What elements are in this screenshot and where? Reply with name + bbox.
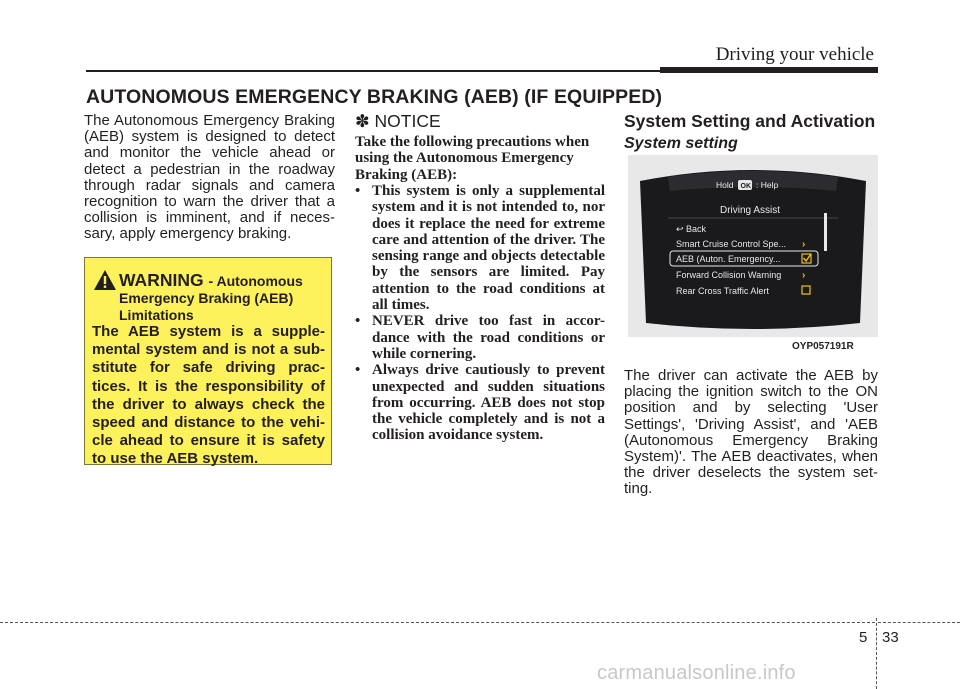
notice-heading: ✽ NOTICE (355, 111, 441, 131)
menu-item-label: Smart Cruise Control Spe... (676, 239, 787, 249)
menu-item-label: Forward Collision Warning (676, 270, 782, 280)
chevron-right-icon: › (802, 270, 806, 281)
warning-subtitle-first: - Autonomous (208, 273, 303, 289)
chapter-number: 5 (859, 629, 868, 646)
activation-paragraph: The driver can activate the AEB by placing the ignition switch to the ON position and by selecting 'User Settings', 'Driving Assist', and 'AEB (Autonomous Emergency Braking System)'. The AEB deactivates, when the driver deselects the system set-ting. (624, 367, 878, 498)
menu-title: Driving Assist (720, 205, 781, 216)
menu-item-label: AEB (Auton. Emergency... (676, 254, 781, 264)
intro-paragraph: The Autonomous Emergency Braking (AEB) system is designed to detect and monitor the vehicle ahead or detect a pedestrian in the roadway through radar signals and camera recognition to warn the driver that a collision is imminent, and if neces-sary, apply emergency braking. (84, 112, 335, 243)
menu-scrollbar (824, 213, 827, 251)
cluster-display (628, 155, 878, 337)
figure-caption: OYP057191R (792, 341, 854, 352)
help-text: : Help (756, 180, 779, 190)
system-setting-heading: System Setting and Activation (624, 111, 876, 131)
notice-item-text: Always drive cautiously to prevent unexpected and sudden situations from occurring. AEB does not stop the vehicle completely and is not a collision avoidance system. (372, 362, 605, 444)
bullet-icon: • (355, 362, 361, 379)
warning-title (119, 270, 303, 291)
footer-page-divider (876, 618, 877, 689)
ok-key-label: OK (740, 183, 751, 190)
footer-dashed-rule (0, 622, 875, 623)
header-rule (86, 70, 660, 72)
notice-intro: Take the following precautions when using the Autonomous Emergency Braking (AEB): (355, 134, 590, 183)
hold-text: Hold (716, 180, 734, 190)
cluster-screen (640, 170, 866, 329)
warning-triangle-icon (93, 269, 117, 291)
menu-item-label: Rear Cross Traffic Alert (676, 286, 769, 296)
bullet-icon: • (355, 183, 361, 199)
header-bar (660, 67, 878, 73)
notice-item (355, 183, 605, 313)
cluster-display-figure (628, 155, 878, 337)
warning-body: The AEB system is a supple-mental system and is not a sub-stitute for safe driving prac-tices. It is the responsibility of the driver to always check the speed and distance to the vehi-cle ahead to ensure it is safety to use the AEB system. (92, 323, 325, 468)
footer-dashed-rule (878, 622, 960, 623)
menu-back: Back (686, 224, 707, 234)
notice-item-text: NEVER drive too fast in accor-dance with the road conditions or while cornering. (372, 313, 605, 362)
watermark: carmanualsonline.info (597, 662, 796, 684)
warning-subtitle: Emergency Braking (AEB) Limitations (119, 290, 294, 323)
section-heading: AUTONOMOUS EMERGENCY BRAKING (AEB) (IF EQUIPPED) (86, 86, 663, 108)
bullet-icon: • (355, 313, 361, 330)
notice-item (355, 362, 605, 443)
notice-list (355, 183, 605, 444)
system-setting-subheading: System setting (624, 135, 738, 152)
notice-item (355, 313, 605, 362)
warning-box (84, 257, 332, 468)
back-arrow-icon: ↩ (676, 224, 684, 234)
chevron-right-icon: › (802, 239, 806, 250)
running-header: Driving your vehicle (715, 44, 874, 65)
warning-label: WARNING (119, 270, 204, 290)
page-number: 33 (882, 629, 899, 646)
notice-item-text: This system is only a supplemental system and it is not intended to, nor does it replace the need for extreme care and attention of the driver. The sensing range and objects detectable by the sensors are limited. Pay attention to the road conditions at all times. (372, 183, 605, 314)
